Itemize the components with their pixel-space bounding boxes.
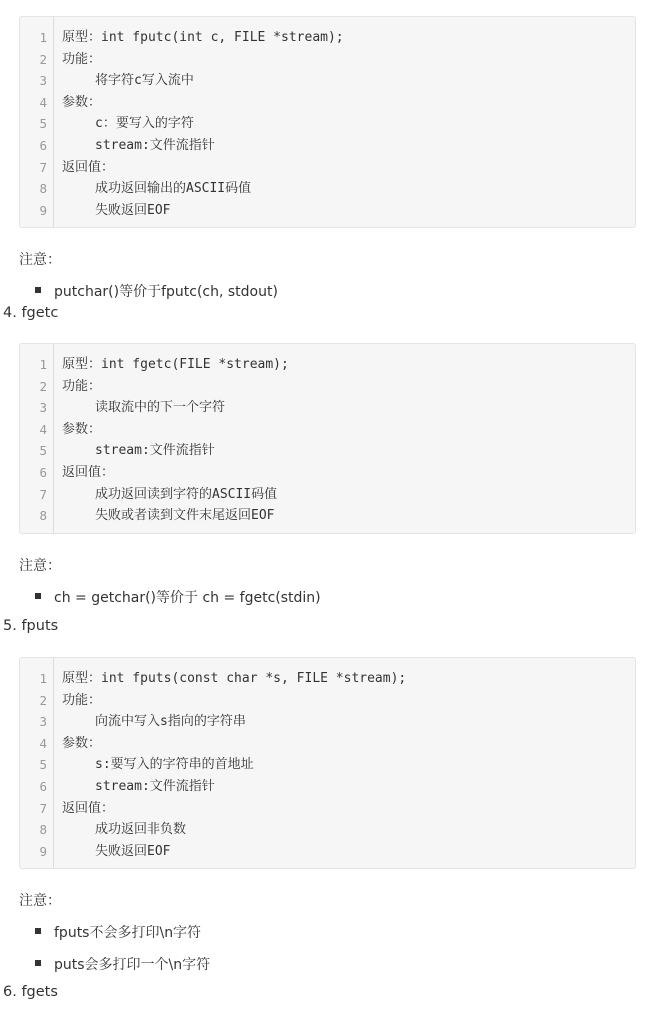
- note-label: 注意：: [19, 252, 61, 268]
- code-text: 失败返回EOF: [95, 843, 171, 859]
- bullet-marker: [35, 960, 41, 966]
- section-heading: 4. fgetc: [3, 305, 59, 321]
- line-number: 2: [39, 51, 47, 67]
- code-line: [20, 92, 635, 114]
- code-text: s:要写入的字符串的首地址: [95, 757, 254, 773]
- line-number: 1: [39, 671, 47, 686]
- code-text: 功能：: [62, 378, 102, 394]
- note-label: 注意：: [19, 558, 61, 574]
- code-text: 功能：: [62, 51, 102, 67]
- line-number: 9: [39, 843, 47, 859]
- code-text: stream:文件流指针: [95, 778, 215, 794]
- line-number: 3: [39, 73, 47, 89]
- code-block-fputs: [19, 657, 636, 869]
- line-number: 5: [39, 116, 47, 132]
- code-line: [20, 841, 635, 863]
- code-text: 原型：int fputs(const char *s, FILE *stream);: [62, 671, 407, 686]
- code-text: 功能：: [62, 692, 102, 708]
- code-line: [20, 711, 635, 733]
- line-number: 6: [39, 778, 47, 794]
- bullet-text: putchar()等价于fputc(ch, stdout): [54, 284, 278, 300]
- code-text: 返回值：: [62, 159, 115, 175]
- code-line: [20, 27, 635, 49]
- code-text: 参数：: [62, 421, 102, 437]
- code-text: 向流中写入s指向的字符串: [95, 714, 246, 730]
- line-number: 7: [39, 159, 47, 175]
- code-line: [20, 70, 635, 92]
- bullet-text: fputs不会多打印\n字符: [54, 925, 202, 941]
- code-line: [20, 178, 635, 200]
- code-line: [20, 419, 635, 441]
- code-line: [20, 157, 635, 179]
- code-text: stream:文件流指针: [95, 443, 215, 459]
- line-number: 6: [39, 137, 47, 153]
- code-text: 原型：int fgetc(FILE *stream);: [62, 357, 289, 372]
- line-number: 7: [39, 486, 47, 502]
- code-line: [20, 733, 635, 755]
- code-line: [20, 754, 635, 776]
- line-number: 2: [39, 692, 47, 708]
- line-number: 3: [39, 400, 47, 416]
- line-number: 5: [39, 757, 47, 773]
- code-line: [20, 690, 635, 712]
- code-line: [20, 668, 635, 690]
- code-line: [20, 462, 635, 484]
- section-heading: 5. fputs: [3, 618, 59, 634]
- code-line: [20, 376, 635, 398]
- line-number: 4: [39, 421, 47, 437]
- code-text: 成功返回输出的ASCII码值: [95, 181, 252, 197]
- bullet-text: puts会多打印一个\n字符: [54, 957, 211, 973]
- line-number: 9: [39, 202, 47, 218]
- code-line: [20, 798, 635, 820]
- line-number: 2: [39, 378, 47, 394]
- code-text: c：要写入的字符: [95, 116, 194, 132]
- code-line: [20, 49, 635, 71]
- code-line: [20, 776, 635, 798]
- line-number: 8: [39, 181, 47, 197]
- line-number: 3: [39, 714, 47, 730]
- code-text: 失败返回EOF: [95, 202, 171, 218]
- code-line: [20, 200, 635, 222]
- line-number: 1: [39, 357, 47, 372]
- code-text: 参数：: [62, 735, 102, 751]
- line-number: 1: [39, 30, 47, 45]
- code-block-fgetc: [19, 343, 636, 534]
- code-text: stream:文件流指针: [95, 137, 215, 153]
- code-line: [20, 484, 635, 506]
- code-text: 返回值：: [62, 800, 115, 816]
- code-line: [20, 135, 635, 157]
- code-text: 返回值：: [62, 464, 115, 480]
- code-text: 成功返回读到字符的ASCII码值: [95, 486, 278, 502]
- code-text: 读取流中的下一个字符: [95, 400, 226, 416]
- code-line: [20, 440, 635, 462]
- code-line: [20, 354, 635, 376]
- bullet-marker: [35, 287, 41, 293]
- line-number: 5: [39, 443, 47, 459]
- line-number: 7: [39, 800, 47, 816]
- code-block-fputc: [19, 16, 636, 228]
- line-number: 4: [39, 94, 47, 110]
- bullet-text: ch = getchar()等价于 ch = fgetc(stdin): [54, 590, 321, 606]
- code-line: [20, 505, 635, 527]
- code-text: 将字符c写入流中: [95, 73, 194, 89]
- line-number: 4: [39, 735, 47, 751]
- bullet-marker: [35, 593, 41, 599]
- code-line: [20, 113, 635, 135]
- line-number: 8: [39, 822, 47, 838]
- code-line: [20, 819, 635, 841]
- code-line: [20, 397, 635, 419]
- bullet-marker: [35, 928, 41, 934]
- code-text: 成功返回非负数: [95, 822, 187, 838]
- note-label: 注意：: [19, 893, 61, 909]
- code-text: 失败或者读到文件末尾返回EOF: [95, 508, 275, 524]
- section-heading: 6. fgets: [3, 984, 58, 1000]
- line-number: 6: [39, 464, 47, 480]
- code-text: 原型：int fputc(int c, FILE *stream);: [62, 30, 344, 45]
- line-number: 8: [39, 508, 47, 524]
- code-text: 参数：: [62, 94, 102, 110]
